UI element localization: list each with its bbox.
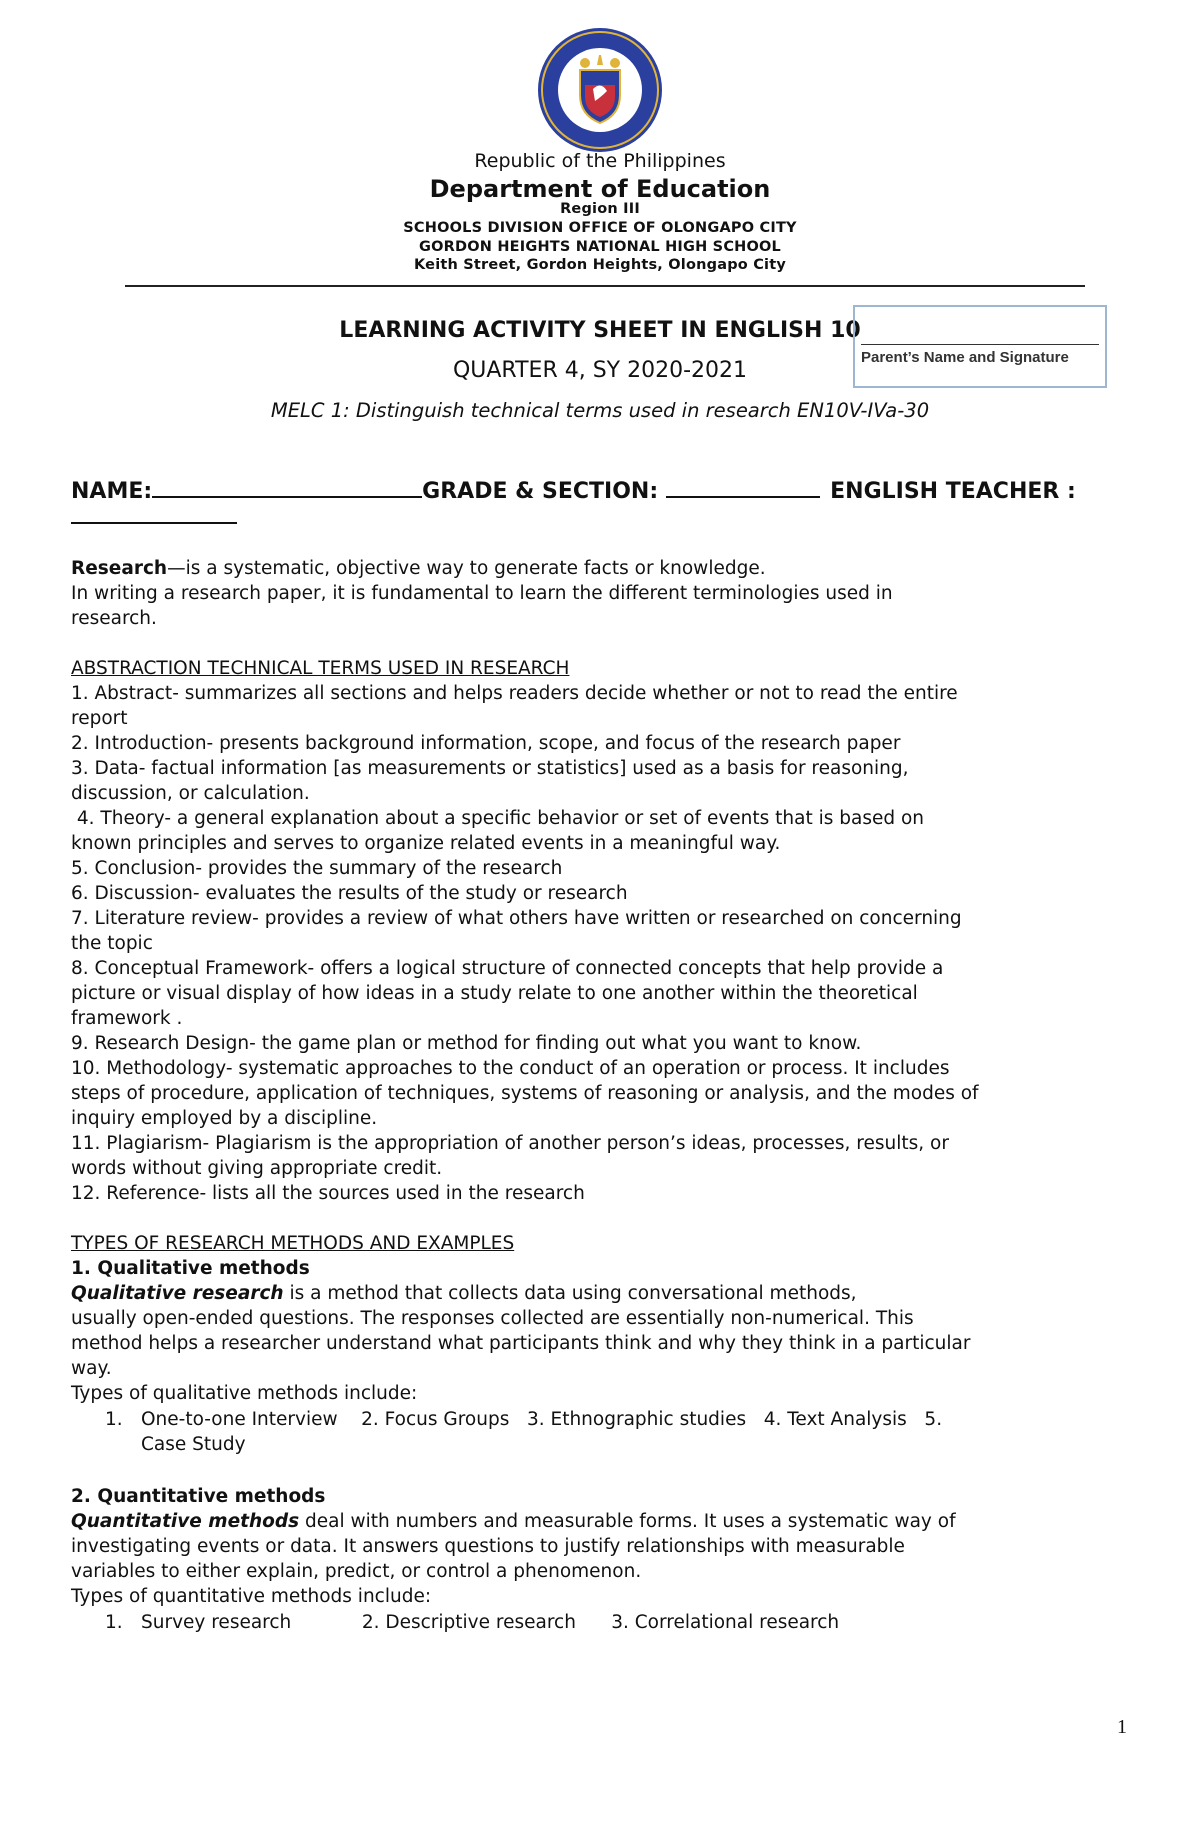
term-line: picture or visual display of how ideas in a study relate to one another within the theoretical [71,983,918,1004]
school-address: Keith Street, Gordon Heights, Olongapo City [414,257,786,273]
name-label: NAME: [71,479,153,504]
quantitative-line: investigating events or data. It answers questions to justify relationships with measurable [71,1536,905,1557]
region-line: Region III [560,201,640,217]
page-number: 1 [1117,1716,1127,1738]
quantitative-lead: Quantitative methods [71,1511,300,1532]
terms-heading: ABSTRACTION TECHNICAL TERMS USED IN RESEARCH [71,658,570,679]
deped-seal-logo [535,25,665,155]
term-line: 1. Abstract- summarizes all sections and helps readers decide whether or not to read the entire [71,683,958,704]
research-definition [71,556,766,581]
term-line: 10. Methodology- systematic approaches to the conduct of an operation or process. It includes [71,1058,950,1079]
qualitative-line: method helps a researcher understand what participants think and why they think in a particular [71,1333,971,1354]
qualitative-list-item: Case Study [141,1434,246,1455]
melc-line: MELC 1: Distinguish technical terms used in research EN10V-IVa-30 [270,399,930,422]
quantitative-list-item: Survey research 2. Descriptive research 3. Correlational research [141,1612,840,1633]
qualitative-list-marker: 1. [105,1409,123,1430]
term-line: 3. Data- factual information [as measurements or statistics] used as a basis for reasoning, [71,758,909,779]
quantitative-line [71,1509,956,1534]
qualitative-line: usually open-ended questions. The responses collected are essentially non-numerical. This [71,1308,914,1329]
research-term: Research [71,558,168,579]
term-line: inquiry employed by a discipline. [71,1108,378,1129]
intro-line: In writing a research paper, it is fundamental to learn the different terminologies used in [71,583,893,604]
term-line: words without giving appropriate credit. [71,1158,443,1179]
term-line: 8. Conceptual Framework- offers a logical structure of connected concepts that help provide a [71,958,944,979]
school-name: GORDON HEIGHTS NATIONAL HIGH SCHOOL [418,239,781,255]
methods-heading: TYPES OF RESEARCH METHODS AND EXAMPLES [71,1233,515,1254]
qualitative-types-intro: Types of qualitative methods include: [71,1383,418,1404]
qualitative-lead: Qualitative research [71,1283,284,1304]
signature-line [861,344,1099,345]
qualitative-title: 1. Qualitative methods [71,1258,310,1279]
term-line: framework . [71,1008,183,1029]
header-divider [125,285,1085,287]
term-line: 7. Literature review- provides a review of what others have written or researched on concerning [71,908,962,929]
term-line: 5. Conclusion- provides the summary of the research [71,858,563,879]
republic-line: Republic of the Philippines [474,150,726,172]
term-line: 6. Discussion- evaluates the results of the study or research [71,883,628,904]
term-line: the topic [71,933,153,954]
english-teacher-blank [71,522,237,524]
quantitative-line: variables to either explain, predict, or control a phenomenon. [71,1561,642,1582]
quantitative-line-rest: deal with numbers and measurable forms. It uses a systematic way of [299,1511,956,1532]
term-line: report [71,708,128,729]
quantitative-types-intro: Types of quantitative methods include: [71,1586,432,1607]
division-line: SCHOOLS DIVISION OFFICE OF OLONGAPO CITY [403,220,797,236]
english-teacher-label: ENGLISH TEACHER : [830,479,1076,504]
qualitative-line: way. [71,1358,112,1379]
qualitative-line [71,1281,857,1306]
term-line: 11. Plagiarism- Plagiarism is the appropriation of another person’s ideas, processes, results, or [71,1133,949,1154]
activity-sheet-title: LEARNING ACTIVITY SHEET IN ENGLISH 10 [339,318,861,343]
parent-signature-box [853,305,1107,388]
quarter-line: QUARTER 4, SY 2020-2021 [452,358,748,383]
qualitative-line-rest: is a method that collects data using conversational methods, [283,1283,857,1304]
term-line: 9. Research Design- the game plan or method for finding out what you want to know. [71,1033,862,1054]
term-line: discussion, or calculation. [71,783,310,804]
term-line: 4. Theory- a general explanation about a specific behavior or set of events that is based on [71,808,925,829]
department-name: Department of Education [429,175,771,203]
quantitative-list-marker: 1. [105,1612,123,1633]
qualitative-list-item: One-to-one Interview 2. Focus Groups 3. Ethnographic studies 4. Text Analysis 5. [141,1409,943,1430]
quantitative-title: 2. Quantitative methods [71,1486,326,1507]
term-line: steps of procedure, application of techniques, systems of reasoning or analysis, and the modes of [71,1083,979,1104]
research-definition-text: —is a systematic, objective way to generate facts or knowledge. [167,558,766,579]
name-blank [152,474,422,498]
signature-label: Parent’s Name and Signature [861,349,1069,366]
term-line: 12. Reference- lists all the sources used in the research [71,1183,585,1204]
intro-line: research. [71,608,157,629]
student-info-row [71,474,1076,504]
grade-section-label: GRADE & SECTION: [422,479,659,504]
term-line: 2. Introduction- presents background information, scope, and focus of the research paper [71,733,901,754]
grade-section-blank [666,474,820,498]
term-line: known principles and serves to organize related events in a meaningful way. [71,833,781,854]
